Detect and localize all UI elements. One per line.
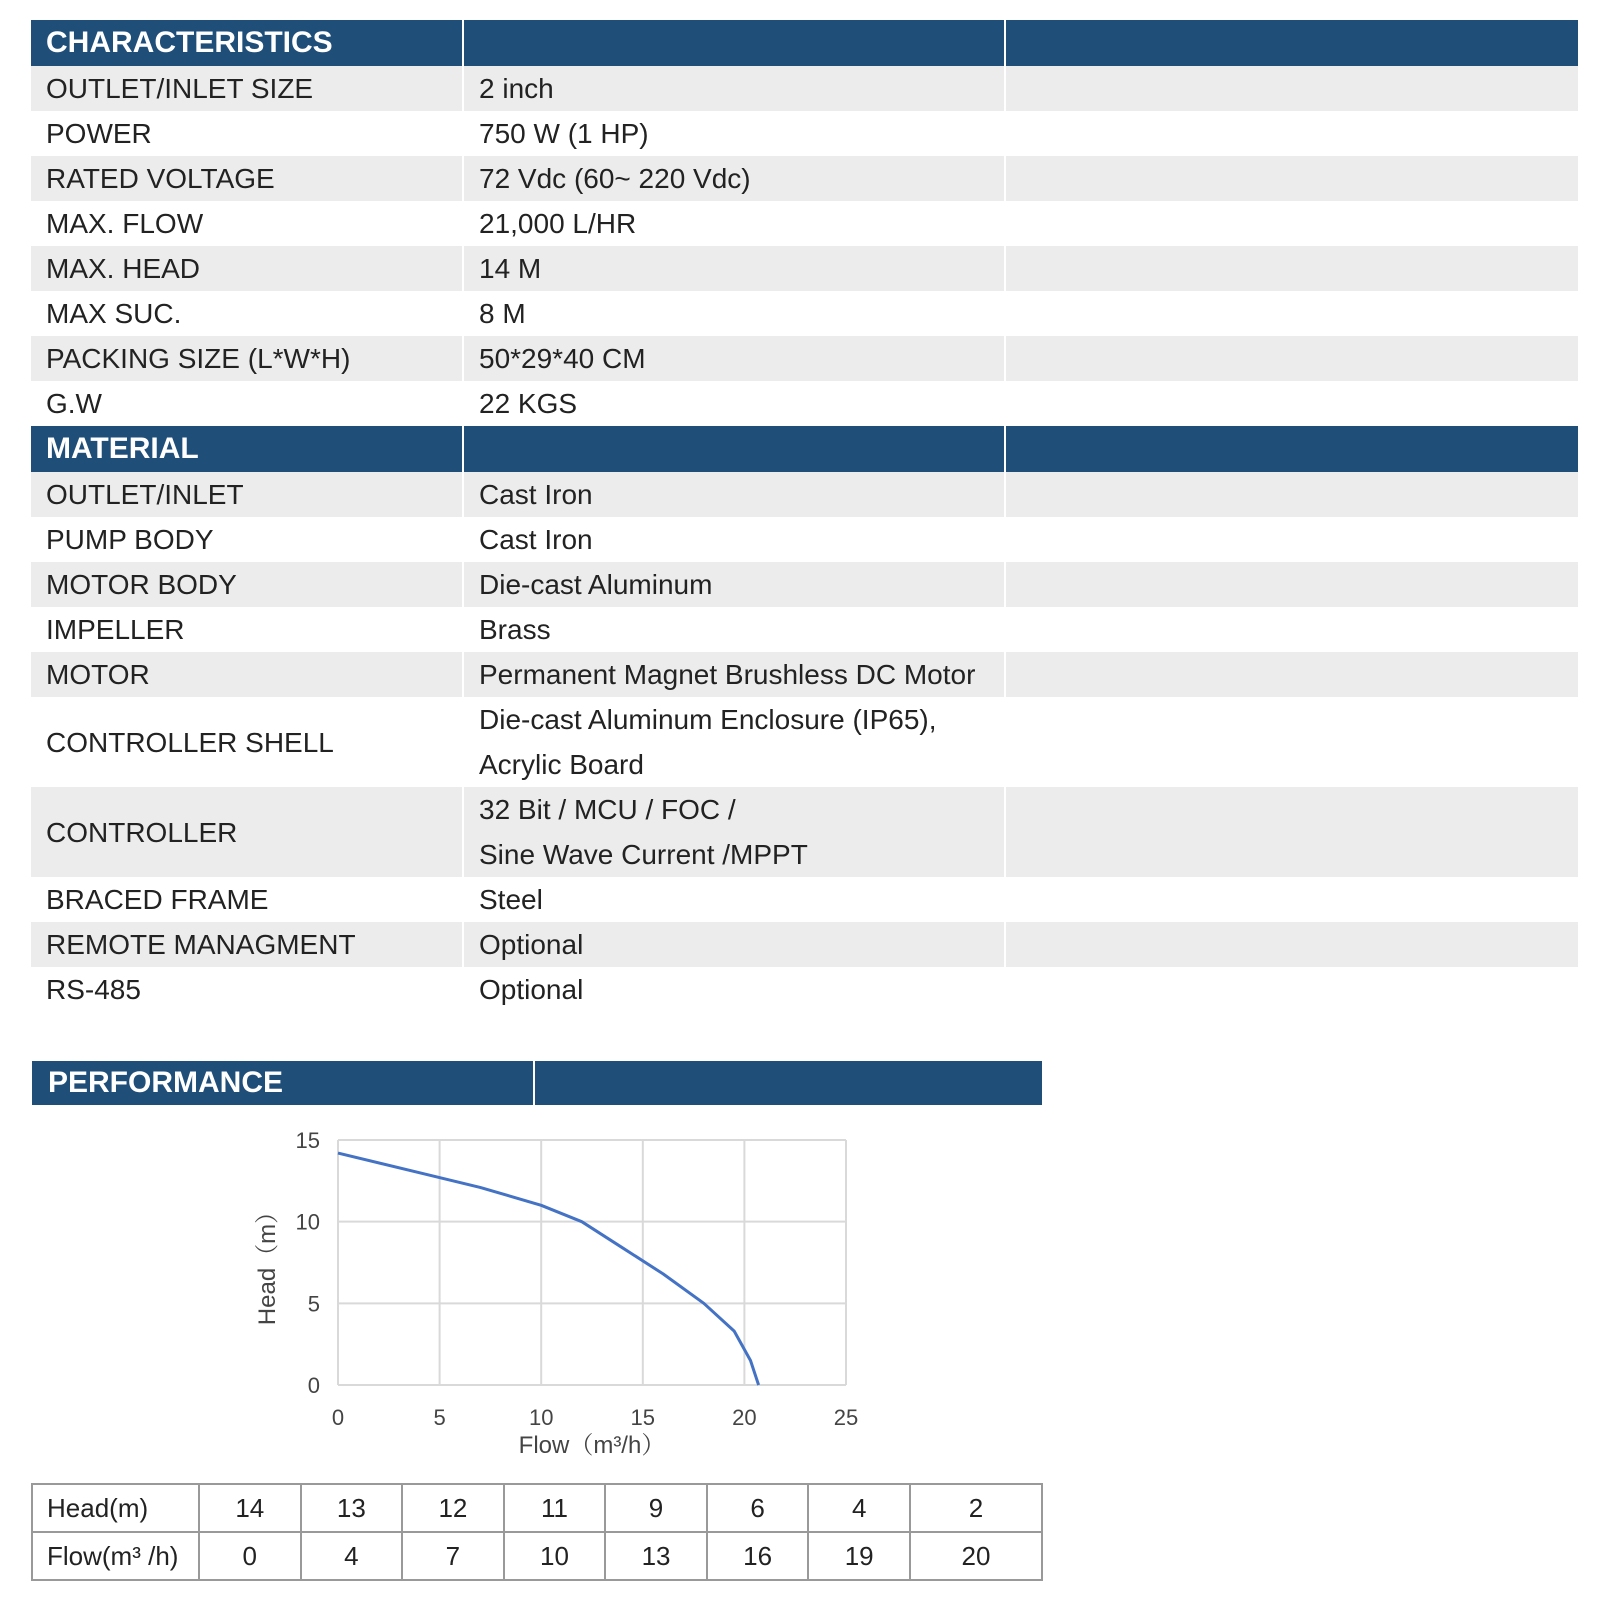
spec-value: Die-cast Aluminum <box>463 562 1005 607</box>
table-row <box>31 336 1578 381</box>
table-row <box>31 922 1578 967</box>
table-row <box>31 201 1578 246</box>
table-row <box>31 607 1578 652</box>
x-tick-label: 5 <box>433 1405 446 1430</box>
spec-value: Steel <box>463 877 1005 922</box>
spec-label: G.W <box>31 381 463 426</box>
spec-value: Cast Iron <box>463 472 1005 517</box>
head-cell: 13 <box>301 1484 403 1532</box>
y-tick-label: 0 <box>307 1373 320 1398</box>
section-title: CHARACTERISTICS <box>31 20 463 66</box>
spec-value: Optional <box>463 967 1005 1012</box>
spec-label: MOTOR <box>31 652 463 697</box>
table-row <box>31 111 1578 156</box>
spec-value: 22 KGS <box>463 381 1005 426</box>
table-row <box>31 472 1578 517</box>
spec-label: POWER <box>31 111 463 156</box>
section-title: MATERIAL <box>31 426 463 472</box>
spec-value: 72 Vdc (60~ 220 Vdc) <box>463 156 1005 201</box>
spec-label: RS-485 <box>31 967 463 1012</box>
table-row <box>31 652 1578 697</box>
head-cell: 4 <box>808 1484 910 1532</box>
spec-value: 14 M <box>463 246 1005 291</box>
y-tick-label: 5 <box>307 1291 320 1317</box>
series-line <box>338 1153 759 1385</box>
table-row <box>31 246 1578 291</box>
flow-row <box>32 1532 1042 1580</box>
head-cell: 14 <box>199 1484 301 1532</box>
flow-cell: 16 <box>707 1532 809 1580</box>
x-tick-label: 20 <box>732 1405 757 1430</box>
spec-value: 21,000 L/HR <box>463 201 1005 246</box>
spec-label: MAX. FLOW <box>31 201 463 246</box>
y-tick-label: 10 <box>295 1209 320 1235</box>
spec-value: Brass <box>463 607 1005 652</box>
flow-cell: 10 <box>504 1532 606 1580</box>
characteristics-header <box>31 20 1578 66</box>
spec-label: MOTOR BODY <box>31 562 463 607</box>
flow-cell: 7 <box>402 1532 504 1580</box>
spec-value: Die-cast Aluminum Enclosure (IP65), Acrylic Board <box>463 697 1005 787</box>
table-row <box>31 967 1578 1012</box>
spec-value: Cast Iron <box>463 517 1005 562</box>
x-axis-label: Flow（m³/h） <box>518 1432 666 1459</box>
head-cell: 12 <box>402 1484 504 1532</box>
head-cell: 11 <box>504 1484 606 1532</box>
flow-cell: 4 <box>301 1532 403 1580</box>
flow-cell: 0 <box>199 1532 301 1580</box>
spec-value: 8 M <box>463 291 1005 336</box>
x-tick-label: 10 <box>528 1405 554 1430</box>
x-tick-label: 15 <box>630 1405 656 1430</box>
x-tick-label: 25 <box>833 1405 859 1430</box>
table-row <box>31 697 1578 787</box>
flow-label: Flow(m³ /h) <box>32 1532 199 1580</box>
spec-value: 750 W (1 HP) <box>463 111 1005 156</box>
table-row <box>31 66 1578 111</box>
spec-table <box>31 20 1578 1012</box>
performance-chart <box>0 1105 900 1475</box>
table-row <box>31 787 1578 877</box>
head-row <box>32 1484 1042 1532</box>
table-row <box>31 562 1578 607</box>
table-row <box>31 291 1578 336</box>
spec-value: Optional <box>463 922 1005 967</box>
flow-cell: 13 <box>605 1532 707 1580</box>
spec-label: OUTLET/INLET <box>31 472 463 517</box>
spec-label: CONTROLLER <box>31 787 463 877</box>
spec-label: IMPELLER <box>31 607 463 652</box>
flow-cell: 20 <box>910 1532 1042 1580</box>
section-title: PERFORMANCE <box>32 1061 535 1105</box>
spec-label: MAX. HEAD <box>31 246 463 291</box>
table-row <box>31 381 1578 426</box>
head-label: Head(m) <box>32 1484 199 1532</box>
x-tick-label: 0 <box>331 1405 345 1430</box>
table-row <box>31 877 1578 922</box>
spec-value: 50*29*40 CM <box>463 336 1005 381</box>
y-axis-label: Head（m） <box>254 1199 281 1326</box>
spec-label: MAX SUC. <box>31 291 463 336</box>
spec-label: REMOTE MANAGMENT <box>31 922 463 967</box>
performance-table <box>31 1483 1043 1581</box>
spec-value: Permanent Magnet Brushless DC Motor <box>463 652 1005 697</box>
head-cell: 6 <box>707 1484 809 1532</box>
head-cell: 2 <box>910 1484 1042 1532</box>
y-tick-label: 15 <box>295 1128 320 1153</box>
flow-cell: 19 <box>808 1532 910 1580</box>
spec-label: PACKING SIZE (L*W*H) <box>31 336 463 381</box>
spec-label: BRACED FRAME <box>31 877 463 922</box>
table-row <box>31 156 1578 201</box>
spec-label: RATED VOLTAGE <box>31 156 463 201</box>
table-row <box>31 517 1578 562</box>
spec-label: OUTLET/INLET SIZE <box>31 66 463 111</box>
performance-header <box>32 1061 1042 1105</box>
spec-value: 2 inch <box>463 66 1005 111</box>
spec-label: CONTROLLER SHELL <box>31 697 463 787</box>
head-cell: 9 <box>605 1484 707 1532</box>
spec-label: PUMP BODY <box>31 517 463 562</box>
spec-value: 32 Bit / MCU / FOC / Sine Wave Current /MPPT <box>463 787 1005 877</box>
material-header <box>31 426 1578 472</box>
